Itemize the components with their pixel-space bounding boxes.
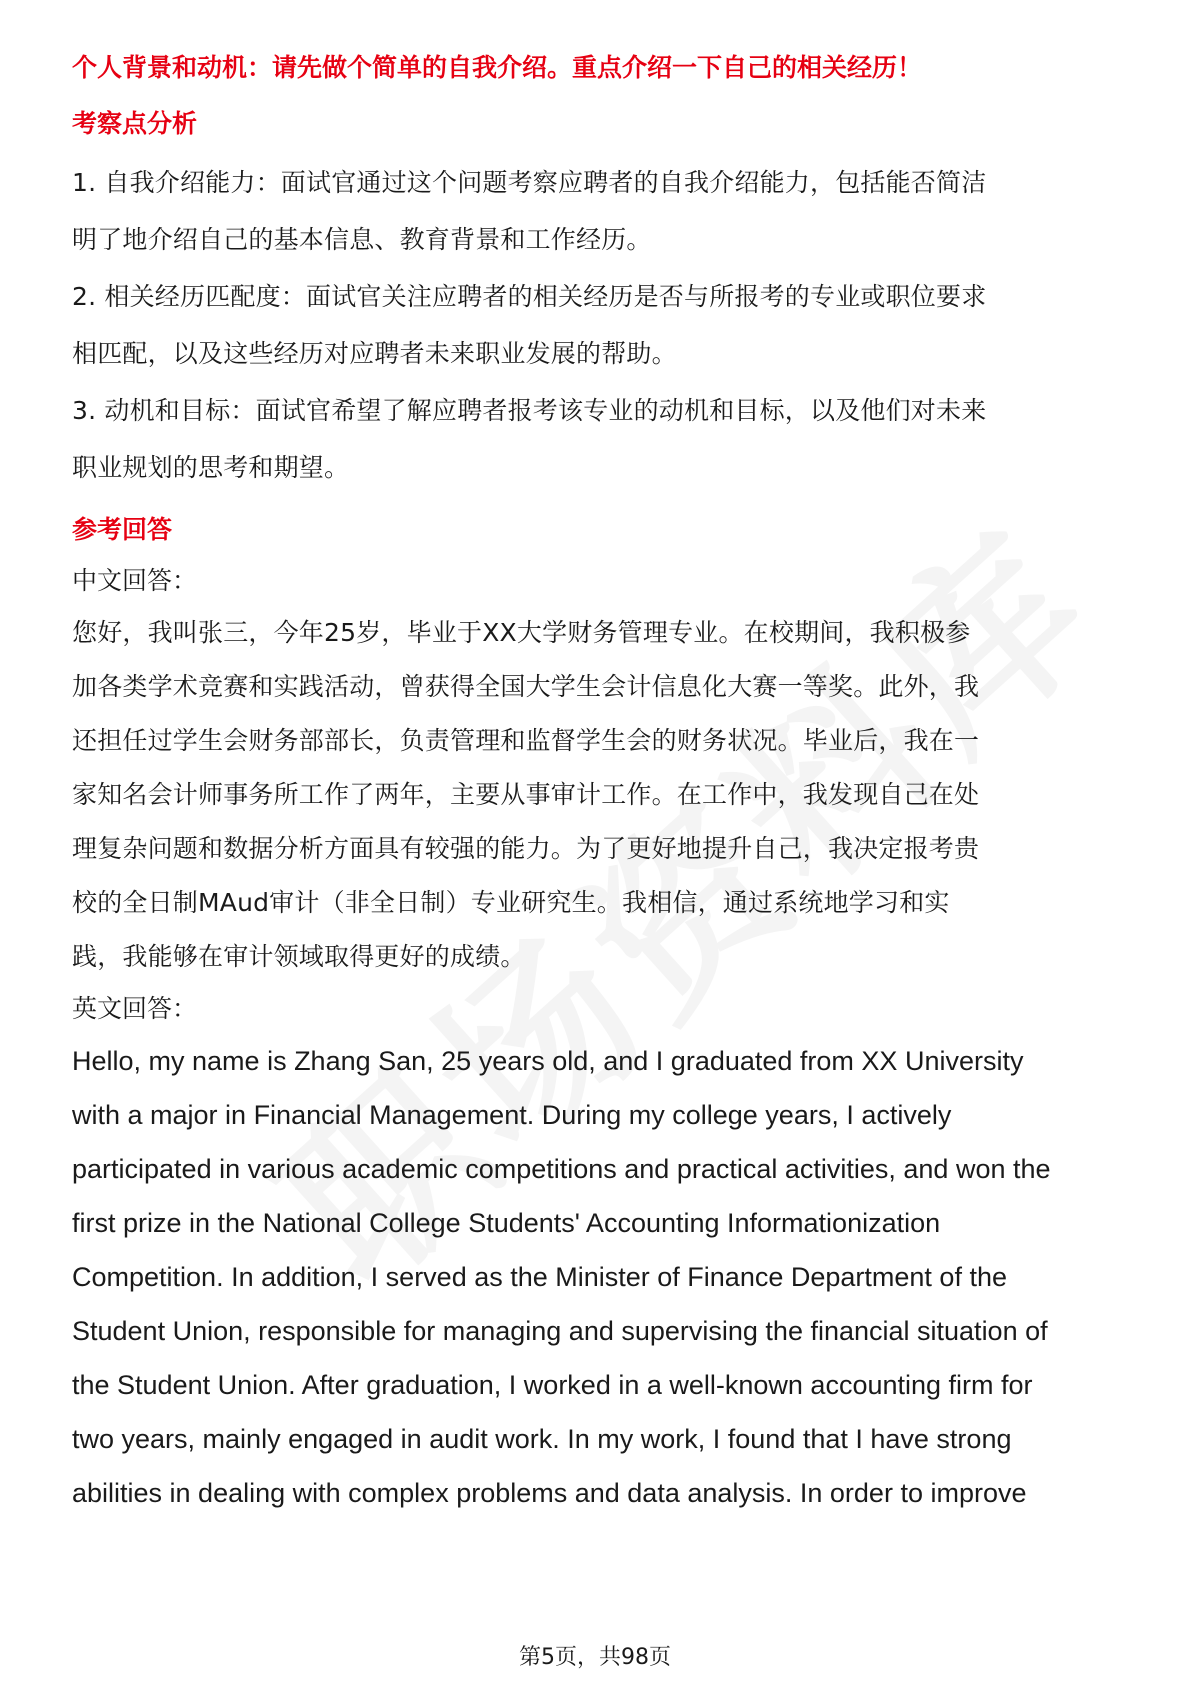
chinese-answer-line: 家知名会计师事务所工作了两年，主要从事审计工作。在工作中，我发现自己在处 [72,780,980,809]
chinese-answer-line: 还担任过学生会财务部部长，负责管理和监督学生会的财务状况。毕业后，我在一 [72,726,980,755]
english-answer-line: Competition. In addition, I served as the Minister of Finance Department of the [72,1262,1007,1292]
analysis-point-1 [72,154,1122,268]
analysis-point-line: 职业规划的思考和期望。 [72,453,350,482]
analysis-section [72,154,1122,496]
analysis-point-line: 相匹配，以及这些经历对应聘者未来职业发展的帮助。 [72,339,677,368]
analysis-point-3 [72,382,1122,496]
english-answer-label: 英文回答： [72,994,198,1023]
page-number-footer: 第5页，共98页 [519,1645,671,1670]
english-answer-line: with a major in Financial Management. During my college years, I actively [72,1100,952,1130]
english-answer-line: two years, mainly engaged in audit work. In my work, I found that I have strong [72,1424,1012,1454]
question-title: 个人背景和动机：请先做个简单的自我介绍。重点介绍一下自己的相关经历！ [72,53,923,82]
chinese-answer-line: 践，我能够在审计领域取得更好的成绩。 [72,942,526,971]
english-answer-line: first prize in the National College Students' Accounting Informationization [72,1208,941,1238]
english-answer-line: Hello, my name is Zhang San, 25 years old, and I graduated from XX University [72,1046,1024,1076]
english-answer-line: participated in various academic competitions and practical activities, and won the [72,1154,1051,1184]
english-answer-line: Student Union, responsible for managing and supervising the financial situation of [72,1316,1048,1346]
document-page [72,48,1122,1520]
english-answer-line: abilities in dealing with complex problems and data analysis. In order to improve [72,1478,1027,1508]
chinese-answer-line: 校的全日制MAud审计（非全日制）专业研究生。我相信，通过系统地学习和实 [72,888,950,917]
english-answer [72,1034,1122,1520]
reference-heading: 参考回答 [72,515,173,544]
english-answer-line: the Student Union. After graduation, I worked in a well-known accounting firm for [72,1370,1033,1400]
chinese-answer [72,606,1122,984]
analysis-heading: 考察点分析 [72,109,198,138]
chinese-answer-label: 中文回答： [72,566,198,595]
analysis-point-line: 1. 自我介绍能力：面试官通过这个问题考察应聘者的自我介绍能力，包括能否简洁 [72,168,987,197]
analysis-point-2 [72,268,1122,382]
chinese-answer-line: 理复杂问题和数据分析方面具有较强的能力。为了更好地提升自己，我决定报考贵 [72,834,980,863]
analysis-point-line: 明了地介绍自己的基本信息、教育背景和工作经历。 [72,225,652,254]
analysis-point-line: 3. 动机和目标：面试官希望了解应聘者报考该专业的动机和目标，以及他们对未来 [72,396,987,425]
chinese-answer-line: 您好，我叫张三，今年25岁，毕业于XX大学财务管理专业。在校期间，我积极参 [72,618,971,647]
chinese-answer-line: 加各类学术竞赛和实践活动，曾获得全国大学生会计信息化大赛一等奖。此外，我 [72,672,980,701]
analysis-point-line: 2. 相关经历匹配度：面试官关注应聘者的相关经历是否与所报考的专业或职位要求 [72,282,987,311]
